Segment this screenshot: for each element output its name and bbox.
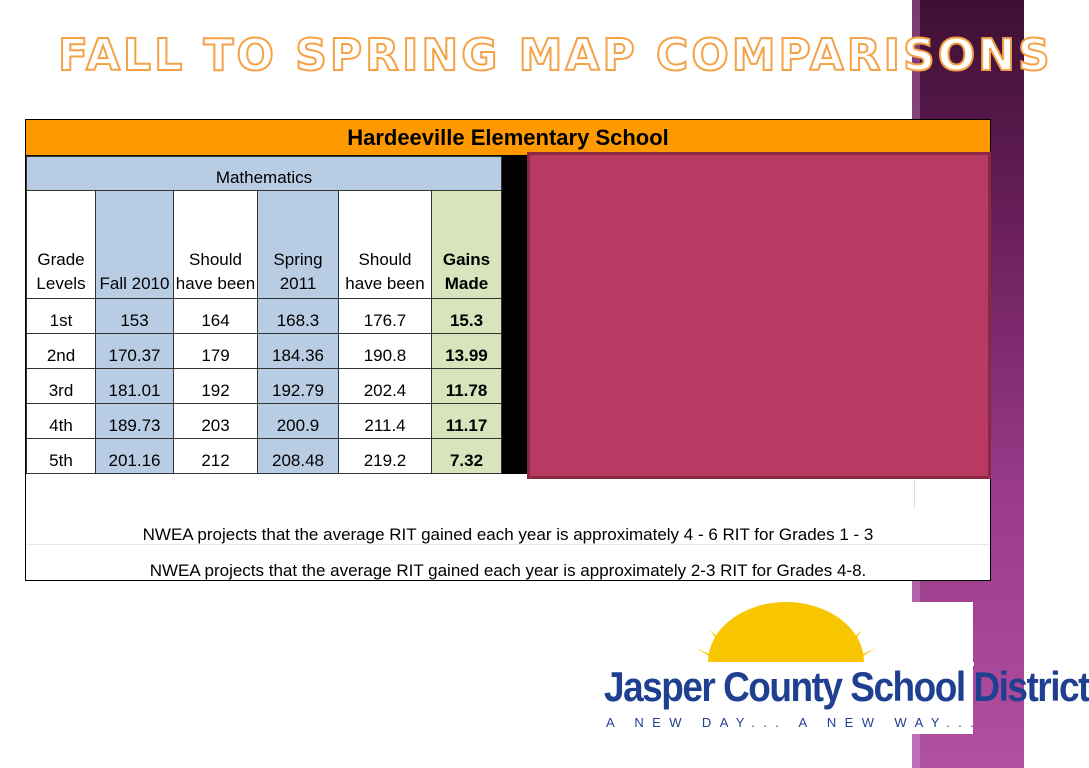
black-cell [502,369,530,404]
cell-should1: 192 [174,369,258,404]
district-logo [588,602,1089,734]
cell-fall: 170.37 [96,334,174,369]
cell-gains: 13.99 [432,334,502,369]
cell-spring: 192.79 [258,369,339,404]
cell-spring: 200.9 [258,404,339,439]
black-cell [502,334,530,369]
header-spring: Spring 2011 [258,191,339,299]
scores-grid [26,156,530,474]
black-cell [502,404,530,439]
header-gains: Gains Made [432,191,502,299]
cell-should1: 203 [174,404,258,439]
cell-should2: 219.2 [339,439,432,474]
cell-should1: 164 [174,299,258,334]
subject-label: Mathematics [27,157,502,191]
cell-spring: 208.48 [258,439,339,474]
cell-gains: 15.3 [432,299,502,334]
note-grades-4-8: NWEA projects that the average RIT gained each year is approximately 2-3 RIT for Grades 4-8. [149,561,867,580]
header-should-have-been-fall: Should have been [174,191,258,299]
blank-cell-area [914,480,990,508]
cell-gains: 11.17 [432,404,502,439]
cell-gains: 11.78 [432,369,502,404]
cell-should1: 179 [174,334,258,369]
table-row [27,404,530,439]
cell-grade: 4th [27,404,96,439]
table-row [27,334,530,369]
cell-should2: 190.8 [339,334,432,369]
black-cell [502,439,530,474]
covering-rectangle [527,152,991,479]
district-tagline: A NEW DAY... A NEW WAY... [606,715,983,730]
cell-fall: 181.01 [96,369,174,404]
note-grades-1-3: NWEA projects that the average RIT gained each year is approximately 4 - 6 RIT for Grades 1 - 3 [142,525,874,544]
cell-should2: 211.4 [339,404,432,439]
black-cell [502,299,530,334]
table-row [27,299,530,334]
cell-should2: 176.7 [339,299,432,334]
black-cell [502,191,530,299]
header-fall: Fall 2010 [96,191,174,299]
cell-grade: 3rd [27,369,96,404]
district-name: Jasper County School District [604,664,1089,710]
cell-fall: 189.73 [96,404,174,439]
cell-spring: 168.3 [258,299,339,334]
header-grade: Grade Levels [27,191,96,299]
school-header: Hardeeville Elementary School [26,120,990,156]
header-row [27,191,530,299]
cell-should1: 212 [174,439,258,474]
cell-grade: 1st [27,299,96,334]
black-cell [502,157,530,191]
cell-grade: 2nd [27,334,96,369]
header-should-have-been-spring: Should have been [339,191,432,299]
cell-fall: 153 [96,299,174,334]
cell-should2: 202.4 [339,369,432,404]
slide-title: FALL TO SPRING MAP COMPARISONS [58,30,1053,81]
subject-row [27,157,530,191]
cell-gains: 7.32 [432,439,502,474]
cell-grade: 5th [27,439,96,474]
cell-fall: 201.16 [96,439,174,474]
table-row [27,439,530,474]
cell-spring: 184.36 [258,334,339,369]
table-row [27,369,530,404]
